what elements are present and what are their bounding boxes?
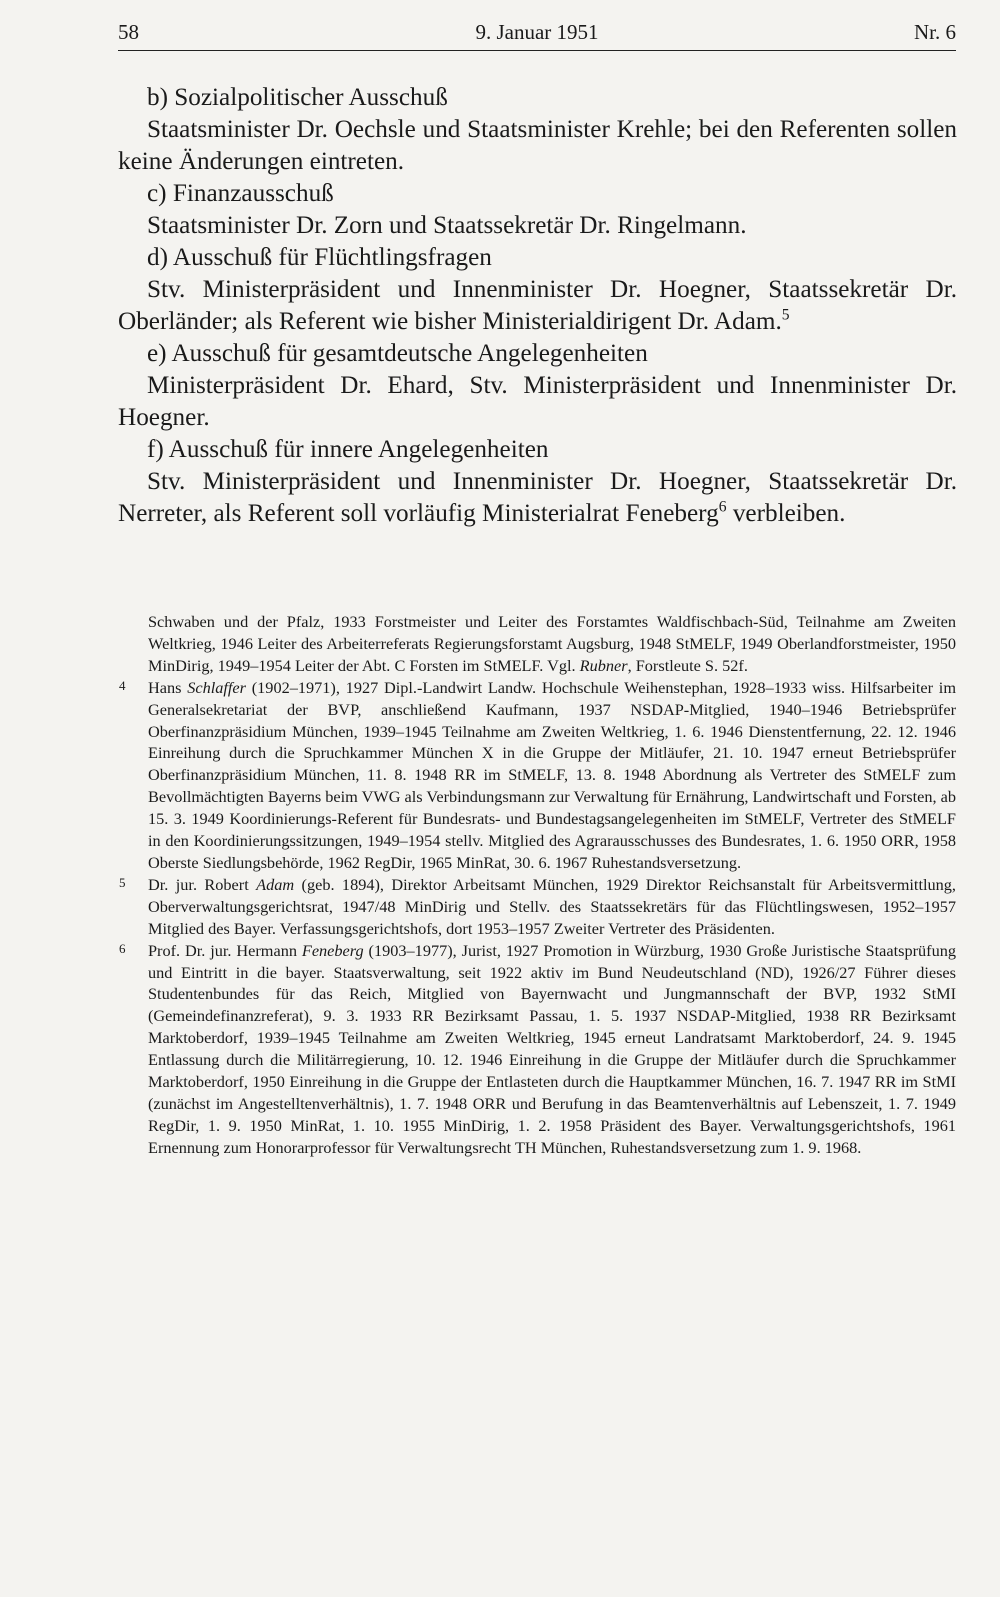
section-e-text	[118, 370, 957, 434]
footnote-6	[119, 940, 956, 1159]
section-f-text	[118, 466, 957, 530]
footnote-6-text: (1903–1977), Jurist, 1927 Promotion in Würzburg, 1930 Große Juristische Staatsprüfung und Eintritt in die bayer. Staatsverwaltung, seit 1922 aktiv im Bund Neudeutschland (ND), 1926/27 Führer dieses Studentenbundes für das Reich, Mitglied von Bayernwacht und Jungmannschaft der BVP, 1932 StMI (Gemeindefinanzreferat), 9. 3. 1933 RR Bezirksamt Passau, 1. 5. 1937 NSDAP-Mitglied, 1938 RR Bezirksamt Marktoberdorf, 1939–1945 Teilnahme am Zweiten Weltkrieg, 1945 erneut Landratsamt Marktoberdorf, 24. 9. 1945 Entlassung durch die Militärregierung, 10. 12. 1946 Einreihung in die Gruppe der Mitläufer durch die Spruchkammer Marktoberdorf, 1950 Einreihung in die Gruppe der Entlasteten durch die Hauptkammer München, 16. 7. 1947 RR im StMI (zunächst im Angestelltenverhältnis), 1. 7. 1948 ORR und Berufung in das Beamtenverhältnis auf Lebenszeit, 1. 7. 1949 RegDir, 1. 9. 1950 MinRat, 1. 10. 1955 MinDirig, 1. 2. 1958 Präsident des Bayer. Verwaltungsgerichtshofs, 1961 Ernennung zum Honorarprofessor für Verwaltungsrecht TH München, Ruhestandsversetzung zum 1. 9. 1968.	[148, 940, 956, 1157]
footnote-4-pre: Hans	[148, 677, 188, 697]
footnote-5-pre: Dr. jur. Robert	[148, 874, 257, 894]
footnote-6-pre: Prof. Dr. jur. Hermann	[148, 940, 302, 960]
footnote-4	[119, 677, 957, 874]
section-d-text	[118, 274, 957, 338]
footnote-5-number: 5	[119, 874, 126, 890]
footnote-continuation-end: , Forstleute S. 52f.	[627, 655, 748, 675]
footnote-ref-6: 6	[718, 498, 727, 516]
footnote-4-name: Schlaffer	[187, 677, 246, 697]
footnote-6-number: 6	[119, 940, 126, 956]
section-e-heading: e) Ausschuß für gesamtdeutsche Angelegenheiten	[147, 340, 648, 367]
page-number: 58	[118, 20, 139, 44]
footnote-6-name: Feneberg	[301, 940, 364, 960]
footnote-continuation	[148, 611, 956, 677]
footnote-continuation-author: Rubner	[579, 655, 628, 675]
section-c-heading: c) Finanzausschuß	[147, 180, 334, 207]
footnote-ref-5: 5	[781, 306, 790, 324]
footnote-4-text: (1902–1971), 1927 Dipl.-Landwirt Landw. Hochschule Weihenstephan, 1928–1933 wiss. Hilfsarbeiter im Generalsekretariat der BVP, anschließend Kaufmann, 1937 NSDAP-Mitglied, 1940–1946 Betriebsprüfer Oberfinanzpräsidium München, 1939–1945 Teilnahme am Zweiten Weltkrieg, 1. 6. 1946 Dienstentfernung, 22. 12. 1946 Einreihung durch die Spruchkammer München X in die Gruppe der Mitläufer, 21. 10. 1947 erneut Betriebsprüfer Oberfinanzpräsidium München, 11. 8. 1948 RR im StMELF, 13. 8. 1948 Abordnung als Vertreter des StMELF zum Bevollmächtigten Bayerns beim VWG als Verbindungsmann zur Verwaltung für Ernährung, Landwirtschaft und Forsten, ab 15. 3. 1949 Koordinierungs-Referent für Bundesrats- und Bundestagsangelegenheiten im StMELF, Vertreter des StMELF in den Koordinierungssitzungen, 1949–1954 stellv. Mitglied des Agrarausschusses des Bundesrates, 1. 6. 1950 ORR, 1958 Oberste Siedlungsbehörde, 1962 RegDir, 1965 MinRat, 30. 6. 1967 Ruhestandsversetzung.	[148, 677, 957, 872]
header-date: 9. Januar 1951	[475, 20, 599, 44]
section-b-text-content: Staatsminister Dr. Oechsle und Staatsminister Krehle; bei den Referenten sollen keine Änderungen eintreten.	[118, 116, 957, 175]
section-d-heading: d) Ausschuß für Flüchtlingsfragen	[147, 244, 492, 271]
footnote-4-number: 4	[119, 677, 126, 693]
section-f-heading: f) Ausschuß für innere Angelegenheiten	[147, 436, 549, 463]
page-header	[118, 18, 956, 51]
section-b-heading: b) Sozialpolitischer Ausschuß	[147, 84, 448, 111]
issue-number: Nr. 6	[914, 20, 956, 44]
footnote-5-text: (geb. 1894), Direktor Arbeitsamt München, 1929 Direktor Reichsanstalt für Arbeitsvermittlung, Oberverwaltungsgerichtsrat, 1947/48 MinDirig und Stellv. des Staatssekretärs für das Flüchtlingswesen, 1952–1957 Mitglied des Bayer. Verfassungsgerichtshofs, dort 1953–1957 Zweiter Vertreter des Präsidenten.	[148, 874, 956, 938]
footnotes	[119, 611, 957, 1159]
section-b-text	[118, 114, 957, 178]
footnote-5	[119, 874, 956, 940]
section-f-text-end: verbleiben.	[726, 500, 846, 527]
footnote-5-name: Adam	[256, 874, 295, 894]
section-d-text-content: Stv. Ministerpräsident und Innenminister Dr. Hoegner, Staatssekretär Dr. Oberländer; als Referent wie bisher Ministerialdirigent Dr. Adam.	[118, 276, 957, 335]
footnote-continuation-text: Schwaben und der Pfalz, 1933 Forstmeister und Leiter des Forstamtes Waldfischbach-Süd, Teilnahme am Zweiten Weltkrieg, 1946 Leiter des Arbeiterreferats Regierungsforstamt Augsburg, 1948 StMELF, 1949 Oberlandforstmeister, 1950 MinDirig, 1949–1954 Leiter der Abt. C Forsten im StMELF. Vgl.	[148, 612, 956, 675]
section-c-text: Staatsminister Dr. Zorn und Staatssekretär Dr. Ringelmann.	[147, 212, 747, 239]
main-text	[118, 82, 957, 530]
section-f-text-content: Stv. Ministerpräsident und Innenminister Dr. Hoegner, Staatssekretär Dr. Nerreter, als Referent soll vorläufig Ministerialrat Feneberg	[118, 468, 957, 527]
section-e-text-content: Ministerpräsident Dr. Ehard, Stv. Ministerpräsident und Innenminister Dr. Hoegner.	[118, 372, 957, 431]
